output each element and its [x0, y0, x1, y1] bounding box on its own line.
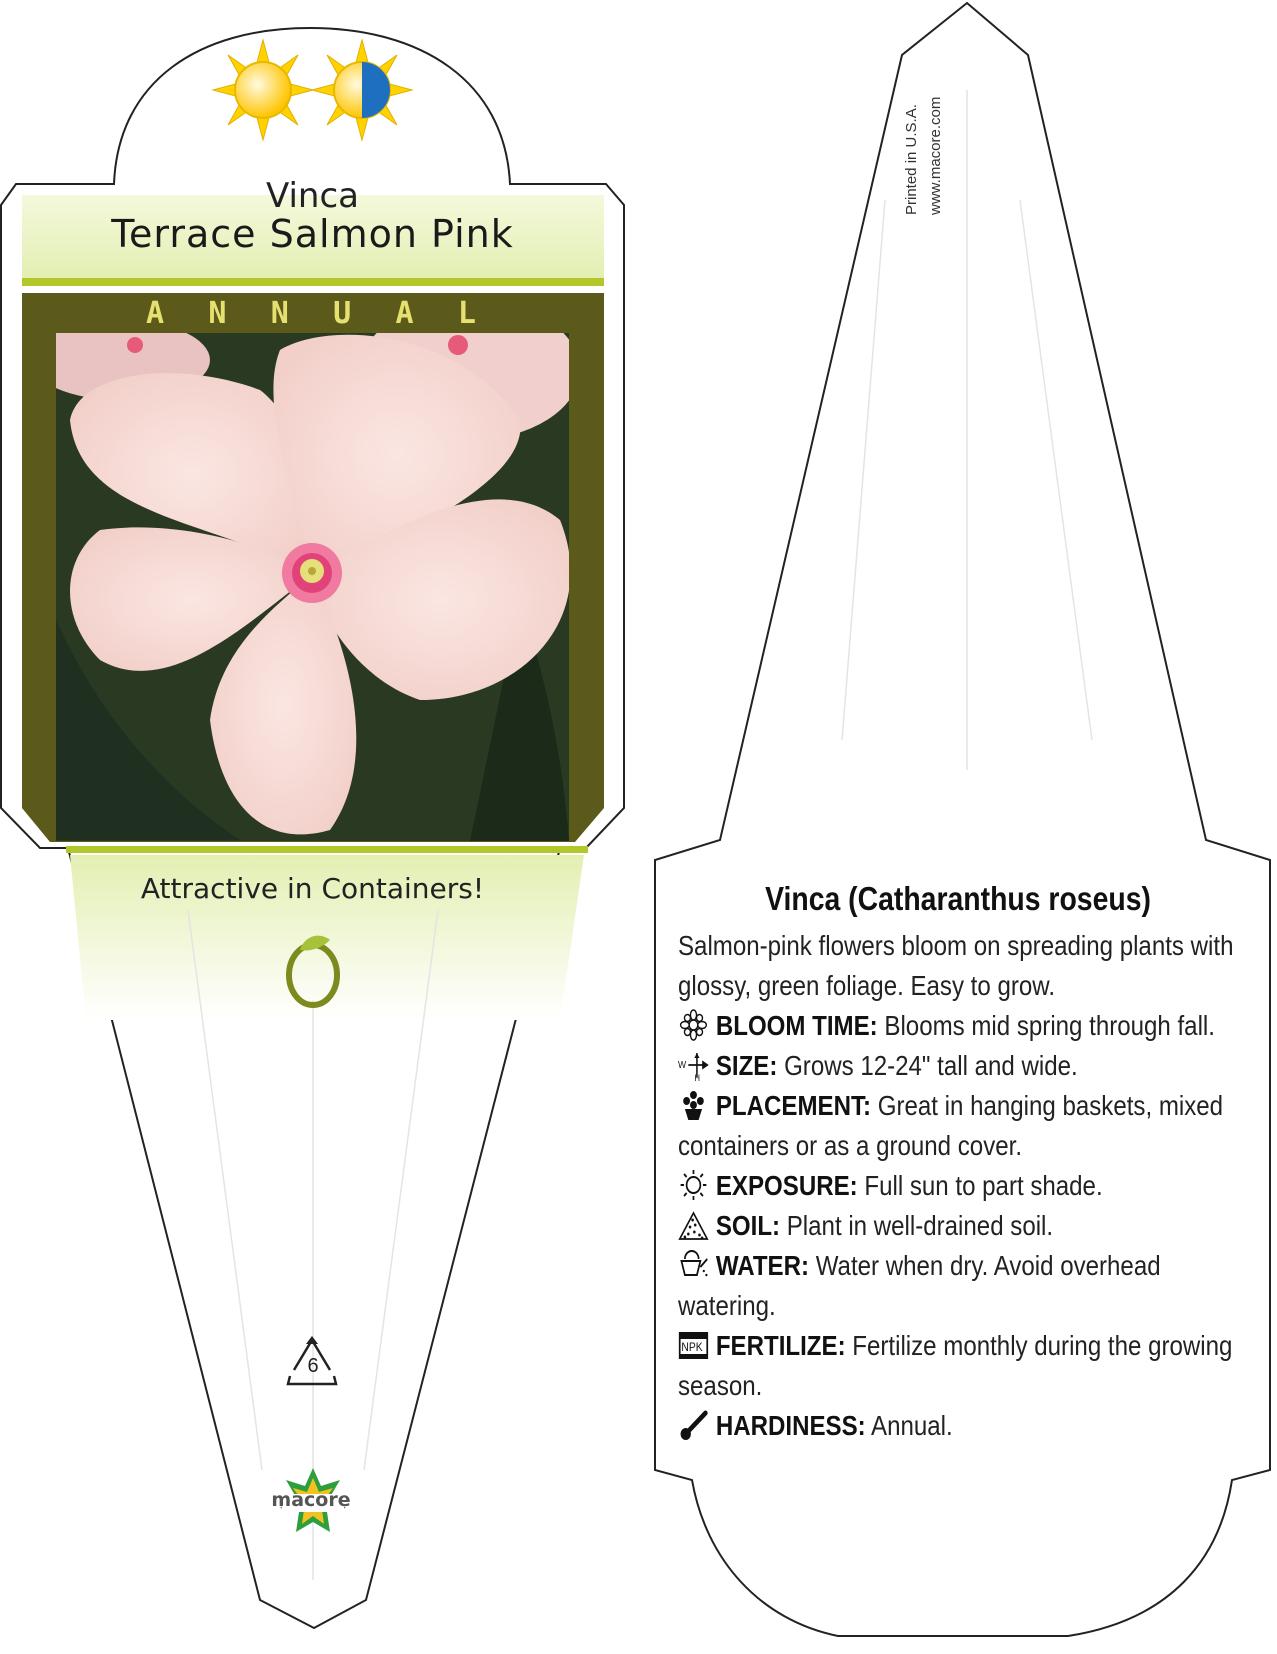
tagline: Attractive in Containers!	[140, 872, 485, 905]
recycle-number: 6	[307, 1355, 319, 1377]
category-letter: U	[333, 296, 352, 331]
attr-label: EXPOSURE:	[715, 1170, 858, 1201]
website-line: www.macore.com	[927, 96, 944, 215]
size-arrows-icon	[678, 1049, 709, 1081]
watering-can-icon	[678, 1249, 709, 1281]
size-h-label: H	[694, 1072, 700, 1081]
attr-exposure	[678, 1166, 1237, 1206]
plant-genus: Vinca	[265, 176, 360, 216]
attr-text: Plant in well-drained soil.	[786, 1210, 1054, 1241]
attr-text: Grows 12-24" tall and wide.	[784, 1050, 1078, 1081]
attr-bloom-time	[678, 1006, 1237, 1046]
attr-text: Full sun to part shade.	[864, 1170, 1103, 1201]
description: Salmon-pink flowers bloom on spreading plants with glossy, green foliage. Easy to grow.	[678, 930, 1234, 1001]
category-letter: N	[270, 296, 289, 331]
attr-soil	[678, 1206, 1237, 1246]
category-letter: A	[146, 296, 165, 331]
size-w-label: W	[678, 1059, 687, 1071]
attr-label: FERTILIZE:	[715, 1330, 846, 1361]
category-letter: L	[457, 296, 476, 331]
attr-fertilize	[678, 1326, 1237, 1406]
attr-water	[678, 1246, 1237, 1326]
npk-icon	[678, 1329, 709, 1361]
category-label	[56, 296, 566, 336]
care-title: Vinca (Catharanthus roseus)	[765, 880, 1151, 917]
attr-text: Blooms mid spring through fall.	[884, 1010, 1215, 1041]
plant-cultivar: Terrace Salmon Pink	[111, 212, 514, 256]
npk-label: NPK	[681, 1341, 703, 1355]
attr-placement	[678, 1086, 1237, 1166]
flower-photo	[30, 300, 580, 841]
printed-line: Printed in U.S.A.	[903, 104, 920, 215]
attr-text: Annual.	[871, 1410, 953, 1441]
soil-icon	[678, 1209, 709, 1241]
printer-info	[900, 97, 948, 215]
attr-label: WATER:	[715, 1250, 810, 1281]
thermometer-icon	[678, 1409, 709, 1441]
placement-icon	[678, 1089, 709, 1121]
attr-text: Fertilize monthly during the growing season.	[678, 1330, 1233, 1401]
attr-label: SOIL:	[715, 1210, 781, 1241]
attr-label: PLACEMENT:	[715, 1090, 872, 1121]
care-info	[678, 880, 1238, 1446]
attr-label: BLOOM TIME:	[715, 1010, 878, 1041]
attr-hardiness	[678, 1406, 1237, 1446]
sun-icon	[678, 1169, 709, 1201]
brand-name: macore	[271, 1489, 351, 1511]
full-sun-icon	[213, 40, 313, 140]
attr-text: Great in hanging baskets, mixed containers or as a ground cover.	[678, 1090, 1224, 1161]
care-details	[678, 926, 1237, 1446]
flower-icon	[678, 1009, 709, 1041]
part-shade-icon	[312, 40, 412, 140]
attr-text: Water when dry. Avoid overhead watering.	[678, 1250, 1161, 1321]
attr-label: HARDINESS:	[715, 1410, 866, 1441]
category-letter: A	[395, 296, 414, 331]
attr-label: SIZE:	[715, 1050, 778, 1081]
category-letter: N	[208, 296, 227, 331]
attr-size	[678, 1046, 1237, 1086]
